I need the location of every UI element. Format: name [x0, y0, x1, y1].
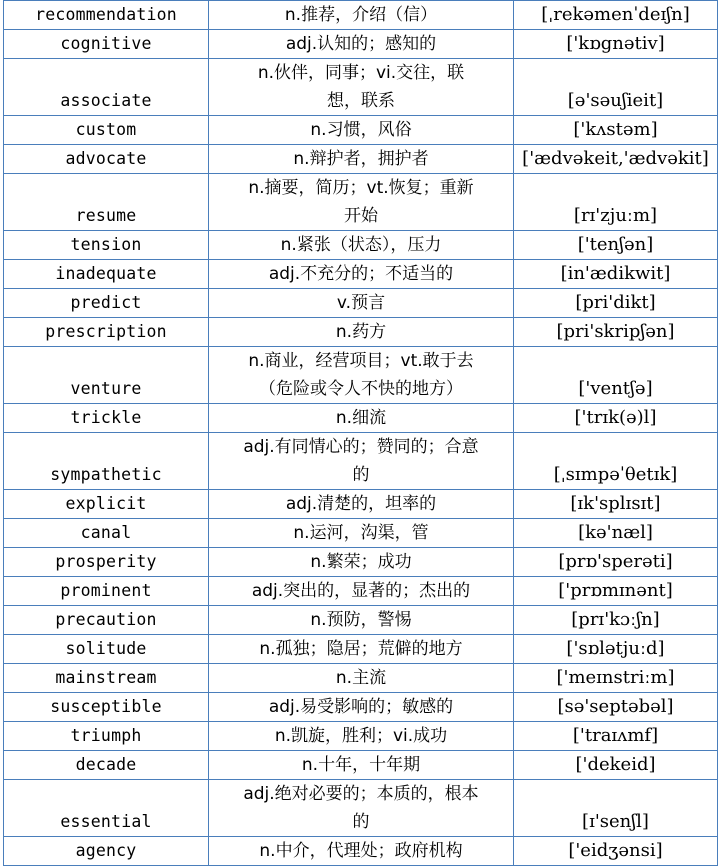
- meaning-line: n.细流: [335, 408, 387, 428]
- table-row: [4, 116, 718, 145]
- meaning-cell: [209, 606, 514, 635]
- meaning-line: adj.清楚的，坦率的: [285, 494, 437, 514]
- meaning-cell: [209, 780, 514, 837]
- meaning-line: adj.认知的；感知的: [285, 34, 437, 54]
- word-cell: sympathetic: [4, 433, 209, 490]
- meaning-cell: [209, 260, 514, 289]
- meaning-cell: [209, 490, 514, 519]
- meaning-line: n.凯旋，胜利；vi.成功: [274, 726, 448, 746]
- word-cell: custom: [4, 116, 209, 145]
- phonetic-cell: ['traɪʌmf]: [514, 722, 718, 751]
- word-cell: solitude: [4, 635, 209, 664]
- meaning-cell: [209, 59, 514, 116]
- meaning-line: n.孤独；隐居；荒僻的地方: [259, 639, 463, 659]
- table-row: [4, 490, 718, 519]
- word-cell: prominent: [4, 577, 209, 606]
- phonetic-cell: ['ædvəkeit,'ædvəkit]: [514, 145, 718, 174]
- word-cell: agency: [4, 837, 209, 866]
- word-cell: explicit: [4, 490, 209, 519]
- word-cell: recommendation: [4, 1, 209, 30]
- word-cell: predict: [4, 289, 209, 318]
- meaning-line: n.摘要，简历；vt.恢复；重新: [248, 178, 474, 198]
- meaning-line: 的: [352, 812, 370, 832]
- meaning-cell: [209, 519, 514, 548]
- meaning-cell: [209, 548, 514, 577]
- word-cell: essential: [4, 780, 209, 837]
- phonetic-cell: [kə'næl]: [514, 519, 718, 548]
- table-row: [4, 433, 718, 490]
- phonetic-cell: [ɪk'splɪsɪt]: [514, 490, 718, 519]
- word-cell: mainstream: [4, 664, 209, 693]
- phonetic-cell: ['sɒlətjuːd]: [514, 635, 718, 664]
- meaning-line: 的: [352, 465, 370, 485]
- meaning-line: （危险或令人不快的地方）: [259, 379, 463, 399]
- meaning-line: n.紧张（状态），压力: [280, 235, 442, 255]
- meaning-line: n.药方: [335, 322, 387, 342]
- meaning-cell: [209, 347, 514, 404]
- meaning-line: n.辩护者，拥护者: [293, 149, 429, 169]
- table-row: [4, 548, 718, 577]
- word-cell: venture: [4, 347, 209, 404]
- meaning-line: n.中介，代理处；政府机构: [259, 841, 463, 861]
- meaning-cell: [209, 145, 514, 174]
- phonetic-cell: ['tenʃən]: [514, 231, 718, 260]
- phonetic-cell: [ɪ'senʃl]: [514, 780, 718, 837]
- meaning-cell: [209, 722, 514, 751]
- word-cell: cognitive: [4, 30, 209, 59]
- meaning-cell: [209, 231, 514, 260]
- meaning-line: 开始: [344, 206, 378, 226]
- meaning-cell: [209, 404, 514, 433]
- phonetic-cell: [sə'septəbəl]: [514, 693, 718, 722]
- table-row: [4, 606, 718, 635]
- word-cell: prescription: [4, 318, 209, 347]
- phonetic-cell: [ˌrekəmenˈdeɪʃn]: [514, 1, 718, 30]
- meaning-line: adj.易受影响的；敏感的: [268, 697, 454, 717]
- vocabulary-table-body: [4, 1, 718, 866]
- meaning-line: adj.不充分的；不适当的: [268, 264, 454, 284]
- table-row: [4, 780, 718, 837]
- meaning-cell: [209, 318, 514, 347]
- table-row: [4, 664, 718, 693]
- table-row: [4, 404, 718, 433]
- phonetic-cell: [pri'dikt]: [514, 289, 718, 318]
- vocabulary-table: [3, 0, 718, 866]
- word-cell: susceptible: [4, 693, 209, 722]
- meaning-line: n.主流: [335, 668, 387, 688]
- table-row: [4, 174, 718, 231]
- meaning-cell: [209, 30, 514, 59]
- table-row: [4, 260, 718, 289]
- table-row: [4, 837, 718, 866]
- table-row: [4, 145, 718, 174]
- word-cell: inadequate: [4, 260, 209, 289]
- table-row: [4, 318, 718, 347]
- phonetic-cell: ['kɒgnətiv]: [514, 30, 718, 59]
- table-row: [4, 1, 718, 30]
- phonetic-cell: [ˌsɪmpəˈθetɪk]: [514, 433, 718, 490]
- meaning-line: adj.绝对必要的；本质的，根本: [243, 784, 479, 804]
- meaning-cell: [209, 1, 514, 30]
- word-cell: associate: [4, 59, 209, 116]
- table-row: [4, 751, 718, 780]
- table-row: [4, 577, 718, 606]
- phonetic-cell: [pri'skripʃən]: [514, 318, 718, 347]
- phonetic-cell: ['trɪk(ə)l]: [514, 404, 718, 433]
- phonetic-cell: [rɪ'zjuːm]: [514, 174, 718, 231]
- meaning-line: n.十年，十年期: [301, 755, 421, 775]
- phonetic-cell: [in'ædikwit]: [514, 260, 718, 289]
- meaning-cell: [209, 289, 514, 318]
- meaning-line: n.伙伴，同事；vi.交往，联: [257, 63, 465, 83]
- meaning-cell: [209, 116, 514, 145]
- meaning-line: n.习惯，风俗: [310, 120, 412, 140]
- meaning-line: n.商业，经营项目；vt.敢于去: [248, 351, 474, 371]
- meaning-cell: [209, 751, 514, 780]
- meaning-line: adj.突出的，显著的；杰出的: [251, 581, 471, 601]
- word-cell: canal: [4, 519, 209, 548]
- table-row: [4, 519, 718, 548]
- word-cell: prosperity: [4, 548, 209, 577]
- table-row: [4, 231, 718, 260]
- phonetic-cell: [prɪ'kɔːʃn]: [514, 606, 718, 635]
- word-cell: triumph: [4, 722, 209, 751]
- phonetic-cell: ['eidʒənsi]: [514, 837, 718, 866]
- word-cell: tension: [4, 231, 209, 260]
- meaning-cell: [209, 837, 514, 866]
- phonetic-cell: [ə'səuʃieit]: [514, 59, 718, 116]
- meaning-cell: [209, 664, 514, 693]
- table-row: [4, 30, 718, 59]
- table-row: [4, 722, 718, 751]
- word-cell: precaution: [4, 606, 209, 635]
- meaning-line: adj.有同情心的；赞同的；合意: [243, 437, 479, 457]
- meaning-line: n.推荐，介绍（信）: [284, 5, 438, 25]
- meaning-line: v.预言: [336, 293, 386, 313]
- word-cell: resume: [4, 174, 209, 231]
- phonetic-cell: ['kʌstəm]: [514, 116, 718, 145]
- meaning-line: n.预防，警惕: [310, 610, 412, 630]
- phonetic-cell: ['dekeid]: [514, 751, 718, 780]
- meaning-line: 想，联系: [327, 91, 395, 111]
- table-row: [4, 59, 718, 116]
- meaning-cell: [209, 174, 514, 231]
- phonetic-cell: ['prɒmɪnənt]: [514, 577, 718, 606]
- meaning-cell: [209, 577, 514, 606]
- phonetic-cell: ['ventʃə]: [514, 347, 718, 404]
- meaning-cell: [209, 693, 514, 722]
- phonetic-cell: [prɒ'sperəti]: [514, 548, 718, 577]
- meaning-line: n.运河，沟渠，管: [293, 523, 429, 543]
- meaning-line: n.繁荣；成功: [310, 552, 412, 572]
- table-row: [4, 693, 718, 722]
- meaning-cell: [209, 433, 514, 490]
- word-cell: decade: [4, 751, 209, 780]
- word-cell: trickle: [4, 404, 209, 433]
- table-row: [4, 347, 718, 404]
- meaning-cell: [209, 635, 514, 664]
- table-row: [4, 289, 718, 318]
- word-cell: advocate: [4, 145, 209, 174]
- phonetic-cell: ['meɪnstriːm]: [514, 664, 718, 693]
- table-row: [4, 635, 718, 664]
